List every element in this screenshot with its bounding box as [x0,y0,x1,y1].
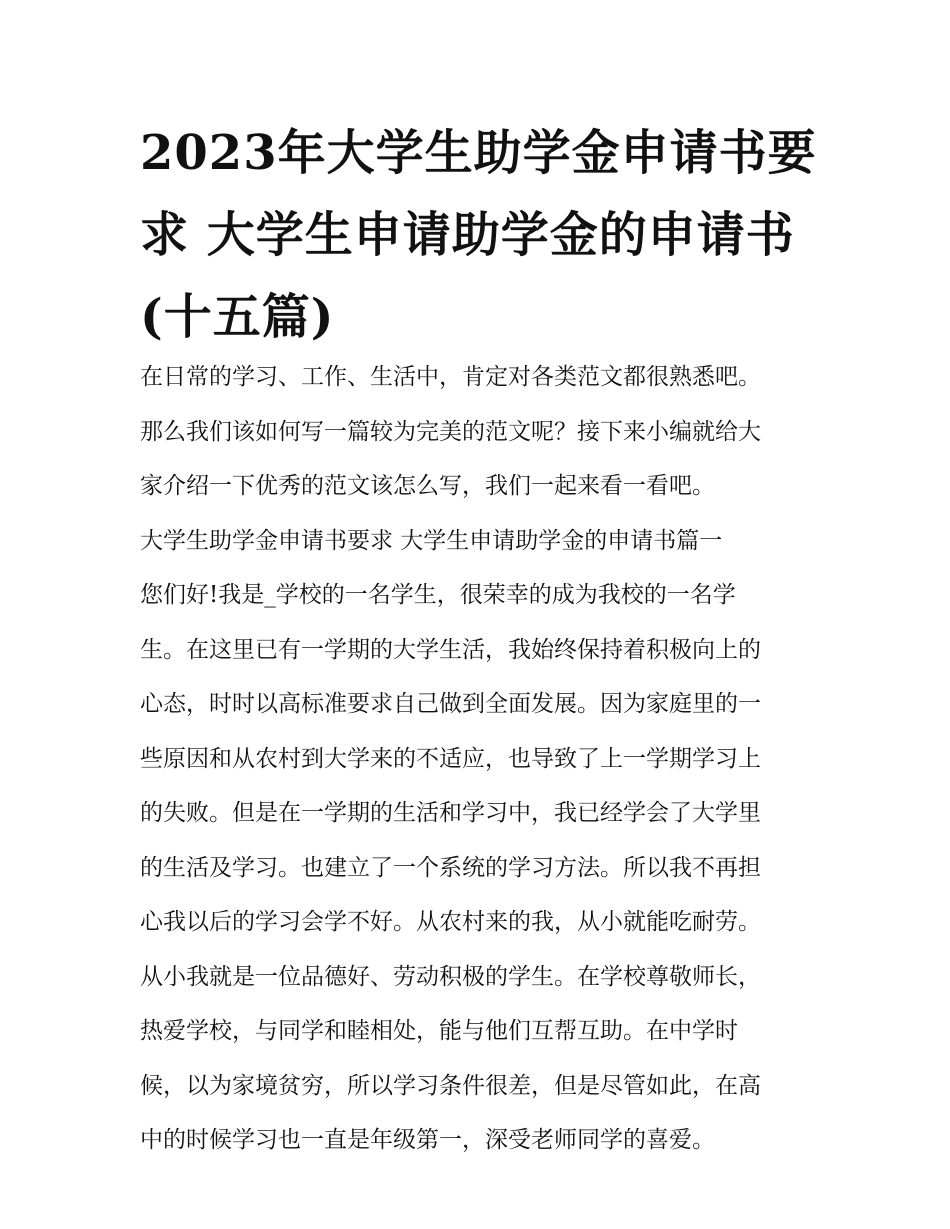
title-line: 求 大学生申请助学金的申请书 [140,207,795,263]
body-line: 生。在这里已有一学期的大学生活，我始终保持着积极向上的 [140,636,761,663]
body-line: 中的时候学习也一直是年级第一，深受老师同学的喜爱。 [140,1127,715,1153]
body-line: 在日常的学习、工作、生活中，肯定对各类范文都很熟悉吧。 [140,364,761,390]
body-line: 那么我们该如何写一篇较为完美的范文呢？接下来小编就给大 [140,418,761,445]
body-line: 的失败。但是在一学期的生活和学习中，我已经学会了大学里 [140,800,761,826]
document-body [140,350,830,1168]
body-line: 从小我就是一位品德好、劳动积极的学生。在学校尊敬师长， [140,963,761,990]
document-title [140,112,830,358]
body-line: 热爱学校，与同学和睦相处，能与他们互帮互助。在中学时 [140,1018,738,1044]
body-line: 您们好!我是_学校的一名学生，很荣幸的成为我校的一名学 [140,582,736,608]
body-line: 心态，时时以高标准要求自己做到全面发展。因为家庭里的一 [140,691,761,717]
body-line: 的生活及学习。也建立了一个系统的学习方法。所以我不再担 [140,854,761,881]
section-heading: 大学生助学金申请书要求 大学生申请助学金的申请书篇一 [140,527,723,554]
title-line: (十五篇) [140,289,335,345]
body-line: 心我以后的学习会学不好。从农村来的我，从小就能吃耐劳。 [140,909,761,935]
body-line: 些原因和从农村到大学来的不适应，也导致了上一学期学习上 [140,745,761,772]
body-line: 候，以为家境贫穷，所以学习条件很差，但是尽管如此，在高 [140,1072,761,1099]
body-line: 家介绍一下优秀的范文该怎么写，我们一起来看一看吧。 [140,473,715,499]
title-line: 2023年大学生助学金申请书要 [140,125,817,181]
